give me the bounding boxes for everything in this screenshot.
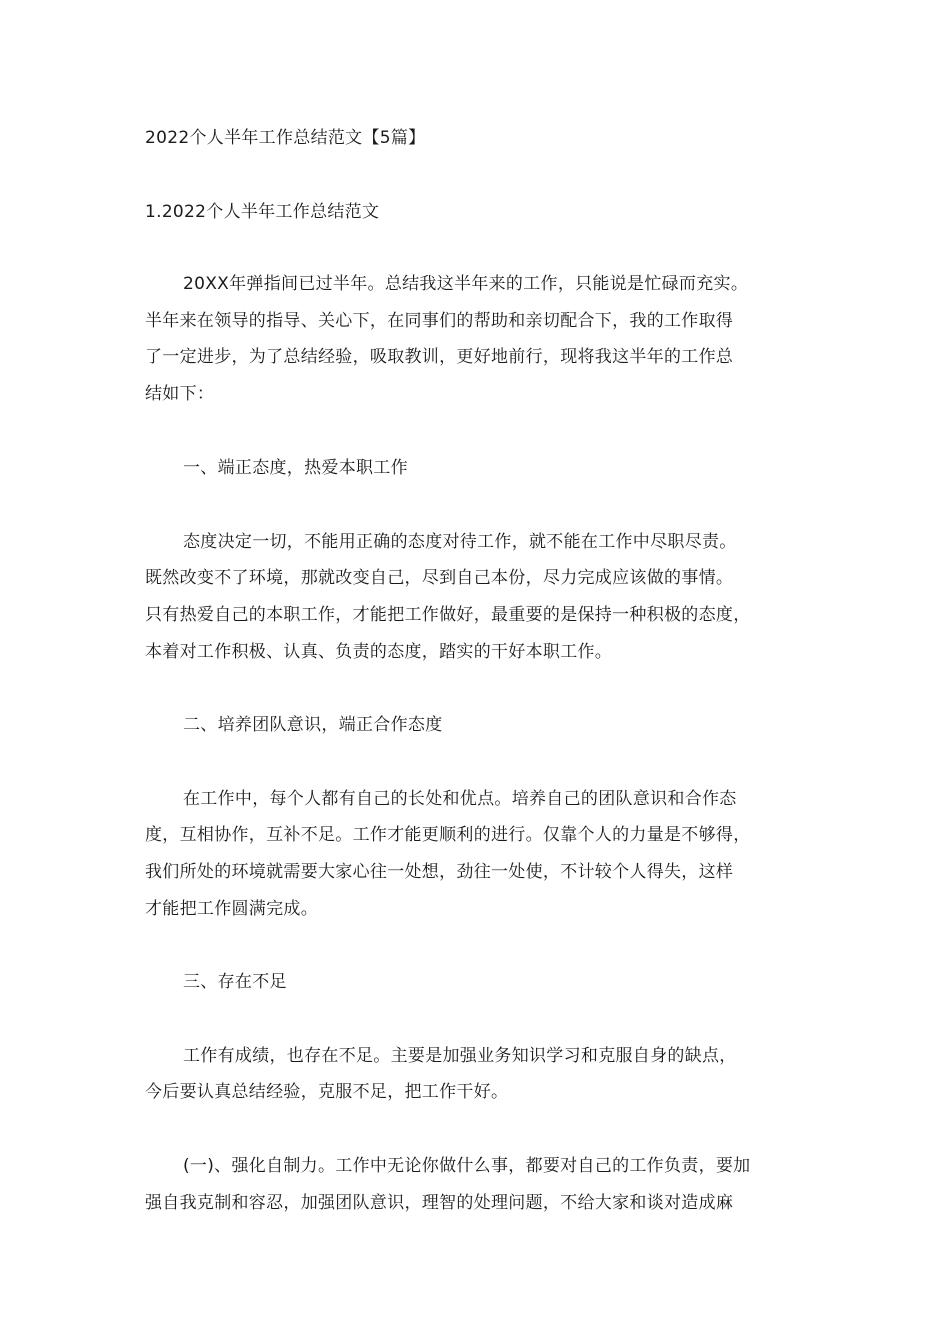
paragraph-line: 今后要认真总结经验，克服不足，把工作干好。 bbox=[145, 1082, 509, 1102]
paragraph-line: 度，互相协作，互补不足。工作才能更顺利的进行。仅靠个人的力量是不够得， bbox=[145, 825, 751, 845]
paragraph-line: 既然改变不了环境，那就改变自己，尽到自己本份，尽力完成应该做的事情。 bbox=[145, 568, 734, 588]
paragraph-line: 半年来在领导的指导、关心下，在同事们的帮助和亲切配合下，我的工作取得 bbox=[145, 311, 734, 331]
paragraph-line: 结如下： bbox=[145, 384, 215, 404]
paragraph-line: 在工作中，每个人都有自己的长处和优点。培养自己的团队意识和合作态 bbox=[183, 789, 737, 809]
paragraph-line: 了一定进步，为了总结经验，吸取教训，更好地前行，现将我这半年的工作总 bbox=[145, 347, 734, 367]
document-title: 2022个人半年工作总结范文【5篇】 bbox=[145, 128, 426, 148]
paragraph-line: (一)、强化自制力。工作中无论你做什么事，都要对自己的工作负责，要加 bbox=[183, 1156, 751, 1176]
paragraph-line: 强自我克制和容忍，加强团队意识，理智的处理问题，不给大家和谈对造成麻 bbox=[145, 1193, 734, 1213]
paragraph-line: 才能把工作圆满完成。 bbox=[145, 899, 318, 919]
subheading: 三、存在不足 bbox=[183, 972, 287, 992]
section-title: 1.2022个人半年工作总结范文 bbox=[145, 202, 380, 222]
paragraph-line: 我们所处的环境就需要大家心往一处想，劲往一处使，不计较个人得失，这样 bbox=[145, 862, 734, 882]
paragraph-line: 只有热爱自己的本职工作，才能把工作做好，最重要的是保持一种积极的态度， bbox=[145, 605, 751, 625]
subheading: 一、端正态度，热爱本职工作 bbox=[183, 458, 408, 478]
paragraph-line: 态度决定一切，不能用正确的态度对待工作，就不能在工作中尽职尽责。 bbox=[183, 532, 737, 552]
paragraph-line: 本着对工作积极、认真、负责的态度，踏实的干好本职工作。 bbox=[145, 642, 613, 662]
paragraph-line: 工作有成绩，也存在不足。主要是加强业务知识学习和克服自身的缺点， bbox=[183, 1046, 737, 1066]
subheading: 二、培养团队意识，端正合作态度 bbox=[183, 715, 443, 735]
paragraph-line: 20XX年弹指间已过半年。总结我这半年来的工作，只能说是忙碌而充实。 bbox=[183, 274, 749, 294]
